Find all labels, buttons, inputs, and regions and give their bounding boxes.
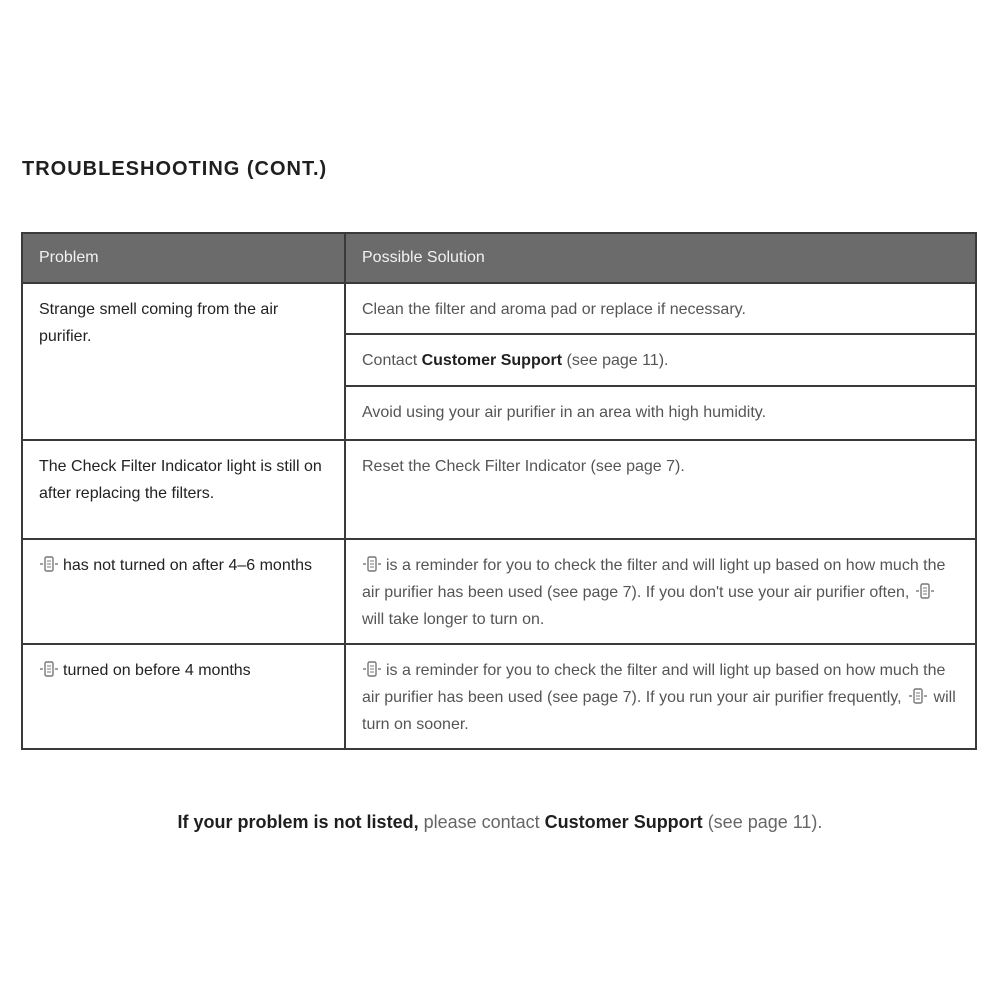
solution-text: is a reminder for you to check the filter and will light up based on how much the air purifier has been used (see page 7). If you don't use your air purifier often,: [362, 557, 946, 601]
filter-indicator-icon: [39, 554, 59, 570]
footer-middle: please contact: [418, 812, 545, 832]
table-row: [22, 440, 976, 539]
table-row: [22, 283, 976, 334]
solution-cell: [345, 334, 976, 386]
footer-lead: If your problem is not listed,: [177, 812, 419, 832]
problem-cell: Strange smell coming from the air purifier.: [22, 283, 345, 440]
solution-column-header: Possible Solution: [345, 233, 976, 283]
filter-indicator-icon: [39, 659, 59, 675]
solution-cell: Reset the Check Filter Indicator (see page 7).: [345, 440, 976, 539]
problem-cell: [22, 539, 345, 644]
solution-text: Contact: [362, 352, 422, 369]
table-row: [22, 539, 976, 644]
footer-tail: (see page 11).: [702, 812, 823, 832]
customer-support-label: Customer Support: [421, 352, 563, 369]
table-row: [22, 644, 976, 749]
problem-text: turned on before 4 months: [63, 662, 251, 679]
solution-text: will take longer to turn on.: [362, 611, 545, 628]
solution-text: is a reminder for you to check the filter and will light up based on how much the air purifier has been used (see page 7). If you run your air purifier frequently,: [362, 662, 946, 706]
table-header-row: [22, 233, 976, 283]
filter-indicator-icon: [908, 686, 928, 702]
filter-indicator-icon: [362, 659, 382, 675]
footer-note: [0, 812, 1000, 833]
customer-support-label: Customer Support: [544, 812, 703, 832]
filter-indicator-icon: [915, 581, 935, 597]
problem-cell: [22, 644, 345, 749]
troubleshooting-table: [21, 232, 977, 750]
problem-cell: The Check Filter Indicator light is still on after replacing the filters.: [22, 440, 345, 539]
solution-text: will turn on sooner.: [362, 689, 956, 733]
page-title: TROUBLESHOOTING (CONT.): [22, 158, 328, 180]
solution-cell: Clean the filter and aroma pad or replace if necessary.: [345, 283, 976, 334]
problem-column-header: Problem: [22, 233, 345, 283]
solution-cell: [345, 539, 976, 644]
filter-indicator-icon: [362, 554, 382, 570]
problem-text: has not turned on after 4–6 months: [63, 557, 313, 574]
solution-cell: [345, 644, 976, 749]
solution-text: (see page 11).: [562, 352, 669, 369]
solution-cell: Avoid using your air purifier in an area with high humidity.: [345, 386, 976, 440]
